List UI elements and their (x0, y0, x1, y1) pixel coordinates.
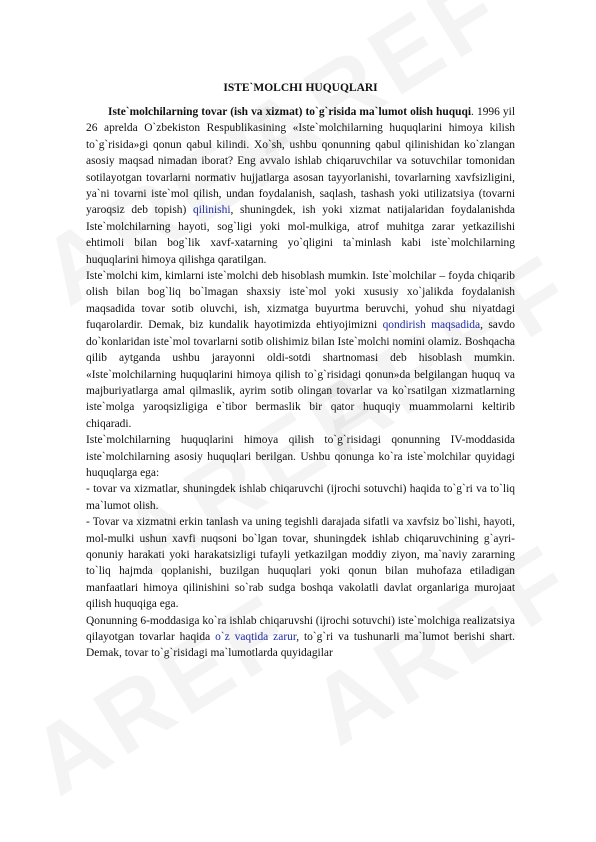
paragraph-text: . 1996 yil 26 aprelda O`zbekiston Respublikasining «Iste`molchilarning huquqlarini himoya kilish to`g`risida»gi qonun qabul kilindi. Xo`sh, ushbu qonunning qabul qilinishidan ko`zlangan asosiy maqsad nimadan iborat? Eng avvalo ishlab chiqaruvchilar va sotuvchilar tomonidan sotilayotgan tovarlarni normativ hujjatlarga asosan tayyorlanishi, tovarlarning xavfsizligini, ya`ni tovarni iste`mol qilish, undan foydalanish, saqlash, tashash yoki utilizatsiya (tovarni yaroqsiz deb topish) (86, 106, 515, 217)
paragraph-text: , shuningdek, ish yoki xizmat natijalaridan foydalanishda Iste`molchilarning hayoti, sog`ligi yoki mol-mulkiga, atrof muhitga zarar yetkazilishi ehtimoli bilan bog`lik xavf-xatarning yo`qligini ta`minlash kabi iste`molchilarning huquqlarini himoya qilishga qaratilgan. (86, 204, 515, 266)
paragraph-text: , to`g`ri va tushunarli ma`lumot berishi shart. Demak, tovar to`g`risidagi ma`lumotlarda quyidagilar (86, 631, 515, 660)
lead-heading: Iste`molchilarning tovar (ish va xizmat) to`g`risida ma`lumot olish huquqi (108, 106, 472, 118)
list-item: - tovar va xizmatlar, shuningdek ishlab chiqaruvchi (ijrochi sotuvchi) haqida to`g`ri va to`liq ma`lumot olish. (86, 483, 515, 512)
paragraph-2 (86, 268, 515, 432)
inline-link[interactable]: o`z vaqtida zarur (215, 631, 297, 643)
paragraph-text: , savdo do`konlaridan iste`mol tovarlarni sotib olishimiz bilan Iste`molchi nomini olamiz. Boshqacha qilib aytganda ushbu jarayonni oldi-sotdi shartnomasi deb hisoblash mumkin. «Iste`molchilarning huquqlarini himoya qilish to`g`risidagi qonun»da belgilangan huquq va majburiyatlarga amal qilmaslik, ayrim sotib olingan tovarlar va ko`rsatilgan xizmatlarning iste`molga yaroqsizligiga e`tibor bermaslik bir qator huquqiy muammolarni keltirib chiqaradi. (86, 319, 516, 430)
list-item: - Tovar va xizmatni erkin tanlash va uning tegishli darajada sifatli va xavfsiz bo`lishi, hayoti, mol-mulki ushun xavfi nuqsoni bo`lgan tovar, shuningdek ishlab chiqaruvchining g`ayri-qonuniy harakati yoki harakatsizligi tufayli yetkazilgan moddiy ziyon, ma`naviy zararning to`liq hajmda qoplanishi, buzilgan huquqlari yoki qonun bilan muhofaza etiladigan manfaatlari himoya qilinishini so`rab sudga boshqa vakolatli davlat organlariga murojaat qilish huquqiga ega. (86, 516, 515, 611)
paragraph-1 (86, 104, 515, 268)
inline-link[interactable]: qilinishi (193, 204, 231, 217)
paragraph-3: Iste`molchilarning huquqlarini himoya qilish to`g`risidagi qonunning IV-moddasida iste`molchilarning asosiy huquqlari berilgan. Ushbu qonunga ko`ra iste`molchilar quyidagi huquqlarga ega: (86, 434, 515, 479)
paragraph-text: Qonunning 6-moddasiga ko`ra ishlab chiqaruvshi (ijrochi sotuvchi) iste`molchiga realizatsiya qilayotgan tovarlar haqida (86, 614, 515, 643)
paragraph-6 (86, 613, 515, 662)
document-page (86, 80, 515, 662)
inline-link[interactable]: qondirish maqsadida (382, 319, 481, 332)
paragraph-text: Iste`molchi kim, kimlarni iste`molchi deb hisoblash mumkin. Iste`molchilar – foyda chiqarib olish bilan bog`liq bo`lmagan shaxsiy iste`mol yoki xususiy xo`jalikda foydalanish maqsadida tovar sotib oluvchi, ish, xizmatga buyurtma beruvchi, yohud shu niyatdagi fuqarolardir. Demak, biz kundalik hayotimizda ehtiyojimizni (86, 270, 515, 332)
page-title: ISTE`MOLCHI HUQUQLARI (223, 82, 378, 94)
